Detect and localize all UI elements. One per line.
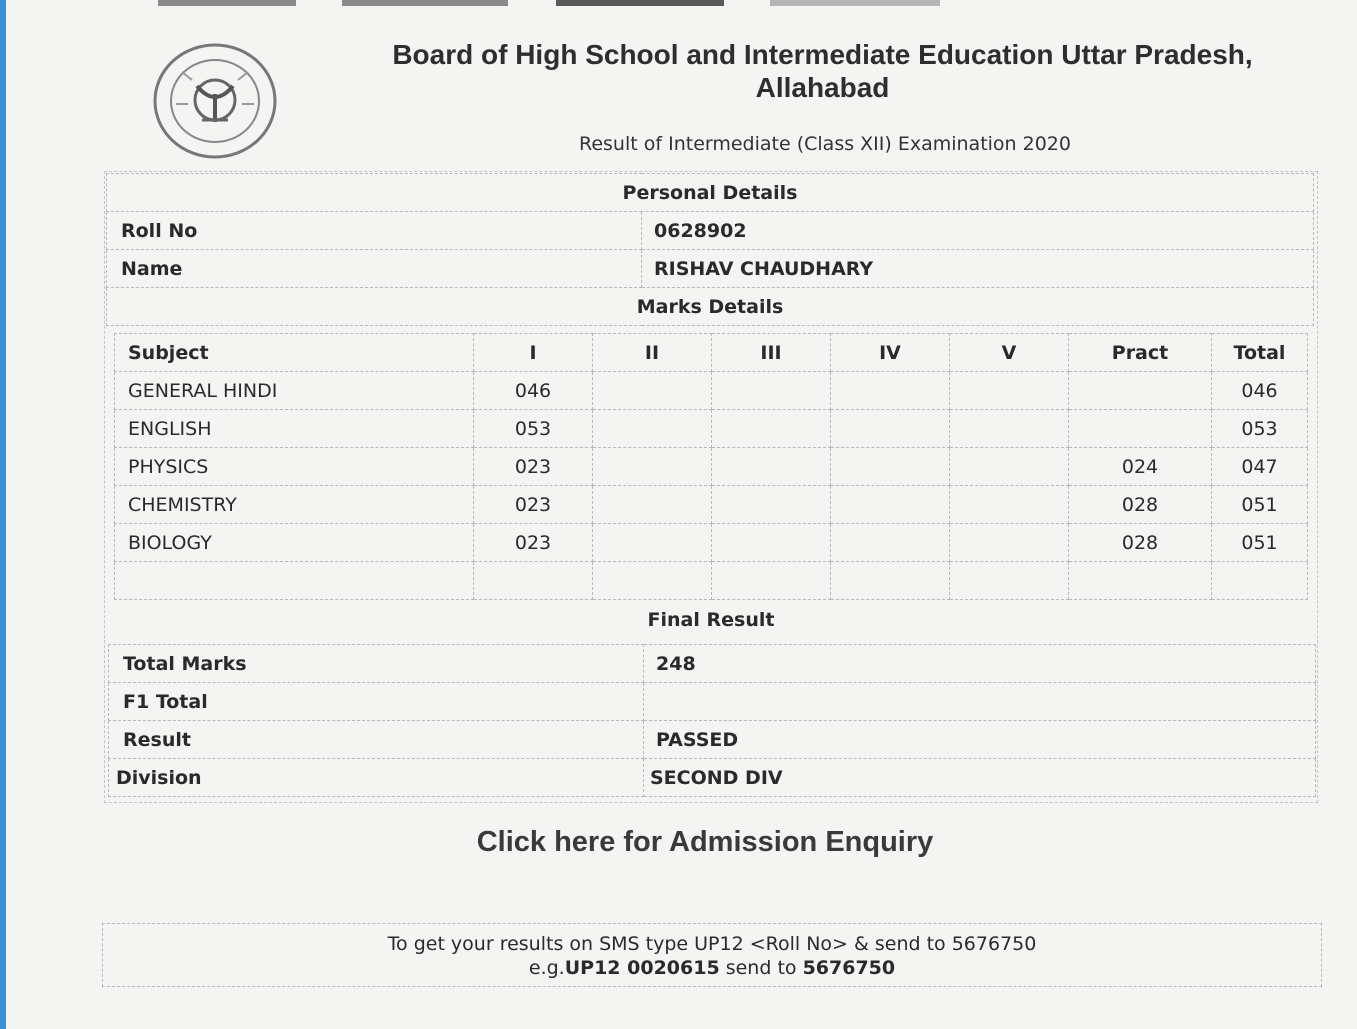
table-row	[115, 410, 1308, 448]
marks-cell	[593, 562, 712, 600]
marks-table	[114, 333, 1308, 600]
name-label: Name	[107, 250, 642, 288]
column-header-i: I	[474, 334, 593, 372]
table-row	[115, 372, 1308, 410]
marks-cell	[712, 486, 831, 524]
subject-cell: CHEMISTRY	[115, 486, 474, 524]
total-cell: 053	[1212, 410, 1308, 448]
final-result-table	[108, 644, 1316, 797]
personal-details-table	[106, 173, 1314, 326]
marks-cell	[831, 486, 950, 524]
marks-cell: 023	[474, 448, 593, 486]
subject-cell: GENERAL HINDI	[115, 372, 474, 410]
marks-cell	[593, 410, 712, 448]
table-row	[115, 562, 1308, 600]
sms-example-code: UP12 0020615	[564, 957, 720, 979]
top-strip	[130, 0, 950, 6]
pract-cell: 028	[1069, 486, 1212, 524]
marks-cell	[831, 562, 950, 600]
marks-cell	[831, 372, 950, 410]
marks-cell	[593, 524, 712, 562]
marks-cell	[712, 448, 831, 486]
marks-cell	[950, 486, 1069, 524]
sms-info-box	[102, 923, 1322, 987]
column-header-total: Total	[1212, 334, 1308, 372]
marks-cell	[950, 372, 1069, 410]
sms-example-prefix: e.g.	[528, 957, 565, 979]
table-row	[115, 448, 1308, 486]
table-row	[107, 250, 1314, 288]
sms-instruction: To get your results on SMS type UP12 <Roll No> & send to 5676750	[387, 933, 1037, 955]
personal-details-heading: Personal Details	[107, 174, 1314, 212]
sms-example-number: 5676750	[802, 957, 896, 979]
marks-cell: 023	[474, 524, 593, 562]
page-subtitle: Result of Intermediate (Class XII) Examination 2020	[579, 133, 1071, 155]
final-result-heading: Final Result	[647, 609, 775, 631]
result-label: Result	[109, 721, 644, 759]
column-header-iii: III	[712, 334, 831, 372]
total-cell: 051	[1212, 524, 1308, 562]
marks-cell	[950, 562, 1069, 600]
total-cell: 047	[1212, 448, 1308, 486]
f1-total-value	[644, 683, 1316, 721]
column-header-v: V	[950, 334, 1069, 372]
scan-edge	[0, 0, 6, 1029]
marks-cell	[712, 372, 831, 410]
total-marks-label: Total Marks	[109, 645, 644, 683]
column-header-ii: II	[593, 334, 712, 372]
marks-cell	[950, 410, 1069, 448]
f1-total-label: F1 Total	[109, 683, 644, 721]
marks-cell: 053	[474, 410, 593, 448]
marks-cell	[831, 410, 950, 448]
marks-cell	[593, 448, 712, 486]
column-header-subject: Subject	[115, 334, 474, 372]
marks-cell	[831, 524, 950, 562]
total-marks-value: 248	[644, 645, 1316, 683]
result-value: PASSED	[644, 721, 1316, 759]
subject-cell: ENGLISH	[115, 410, 474, 448]
subject-cell: PHYSICS	[115, 448, 474, 486]
marks-cell: 046	[474, 372, 593, 410]
table-row	[115, 524, 1308, 562]
marks-details-heading: Marks Details	[107, 288, 1314, 326]
table-row	[115, 486, 1308, 524]
marks-cell	[474, 562, 593, 600]
subject-cell: BIOLOGY	[115, 524, 474, 562]
marks-cell	[712, 524, 831, 562]
total-cell: 046	[1212, 372, 1308, 410]
marks-cell	[712, 410, 831, 448]
division-label: Division	[109, 759, 644, 797]
up-board-seal-icon	[152, 42, 278, 160]
pract-cell	[1069, 372, 1212, 410]
division-value: SECOND DIV	[644, 759, 1316, 797]
table-row	[109, 683, 1316, 721]
marks-cell	[831, 448, 950, 486]
pract-cell: 024	[1069, 448, 1212, 486]
pract-cell: 028	[1069, 524, 1212, 562]
marks-cell	[712, 562, 831, 600]
sms-example	[103, 956, 1321, 980]
name-value: RISHAV CHAUDHARY	[642, 250, 1314, 288]
table-row	[107, 212, 1314, 250]
total-cell: 051	[1212, 486, 1308, 524]
table-row	[109, 645, 1316, 683]
marks-cell	[593, 372, 712, 410]
marks-cell	[950, 524, 1069, 562]
marks-cell	[593, 486, 712, 524]
table-row	[109, 759, 1316, 797]
column-header-iv: IV	[831, 334, 950, 372]
marks-cell	[950, 448, 1069, 486]
table-row	[109, 721, 1316, 759]
column-header-pract: Pract	[1069, 334, 1212, 372]
marks-cell: 023	[474, 486, 593, 524]
roll-no-label: Roll No	[107, 212, 642, 250]
pract-cell	[1069, 410, 1212, 448]
subject-cell	[115, 562, 474, 600]
total-cell	[1212, 562, 1308, 600]
pract-cell	[1069, 562, 1212, 600]
roll-no-value: 0628902	[642, 212, 1314, 250]
sms-example-mid: send to	[719, 957, 803, 979]
page-title: Board of High School and Intermediate Education Uttar Pradesh, Allahabad	[392, 39, 1253, 103]
admission-enquiry-link[interactable]: Click here for Admission Enquiry	[476, 826, 934, 858]
